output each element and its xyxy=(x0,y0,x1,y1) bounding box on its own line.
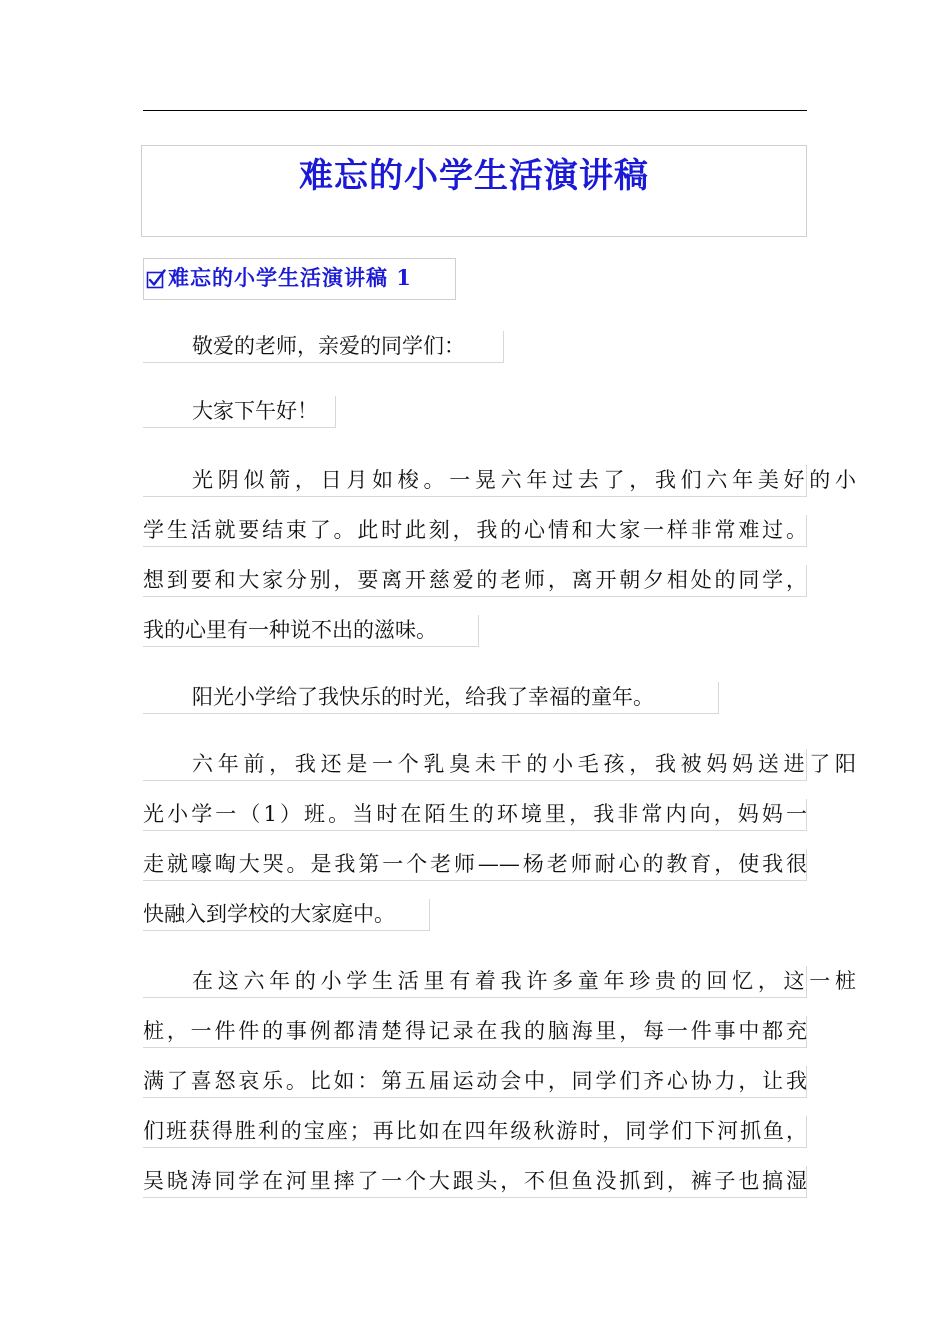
body-line xyxy=(143,1166,807,1198)
body-line-text: 阳光小学给了我快乐的时光，给我了幸福的童年。 xyxy=(192,685,654,709)
body-line-text: 敬爱的老师，亲爱的同学们： xyxy=(192,334,465,358)
body-line-text: 我的心里有一种说不出的滋味。 xyxy=(143,618,437,642)
body-line xyxy=(143,1016,807,1048)
body-line-text: 快融入到学校的大家庭中。 xyxy=(143,902,395,926)
section-heading-box xyxy=(143,258,456,300)
body-line-text: 学生活就要结束了。此时此刻，我的心情和大家一样非常难过。 xyxy=(143,518,807,542)
body-line xyxy=(143,899,395,931)
body-line-text: 走就嚎啕大哭。是我第一个老师——杨老师耐心的教育，使我很 xyxy=(143,852,807,876)
body-line-text: 们班获得胜利的宝座；再比如在四年级秋游时，同学们下河抓鱼， xyxy=(143,1119,807,1143)
body-line-text: 桩，一件件的事例都清楚得记录在我的脑海里，每一件事中都充 xyxy=(143,1019,807,1043)
body-line xyxy=(143,849,807,881)
body-line xyxy=(143,682,654,714)
body-line-text: 光阴似箭，日月如梭。一晃六年过去了，我们六年美好的小 xyxy=(192,468,856,492)
body-line xyxy=(143,799,807,831)
section-heading: 难忘的小学生活演讲稿 1 xyxy=(168,265,412,290)
title-box xyxy=(141,145,807,237)
checkbox-checked-icon xyxy=(146,269,166,289)
body-line xyxy=(143,615,437,647)
body-line xyxy=(143,465,856,497)
top-rule xyxy=(143,110,807,111)
body-line-text: 吴晓涛同学在河里摔了一个大跟头，不但鱼没抓到，裤子也搞湿 xyxy=(143,1169,807,1193)
body-line-text: 光小学一（1）班。当时在陌生的环境里，我非常内向，妈妈一 xyxy=(143,802,807,826)
body-line-text: 在这六年的小学生活里有着我许多童年珍贵的回忆，这一桩 xyxy=(192,969,856,993)
body-line xyxy=(143,565,807,597)
body-line xyxy=(143,1116,807,1148)
body-line xyxy=(143,749,856,781)
document-title: 难忘的小学生活演讲稿 xyxy=(299,156,649,196)
body-line xyxy=(143,515,807,547)
body-line xyxy=(143,966,856,998)
body-line xyxy=(143,1066,807,1098)
body-line xyxy=(143,331,465,363)
body-line-text: 大家下午好！ xyxy=(192,399,318,423)
body-line-text: 六年前，我还是一个乳臭未干的小毛孩，我被妈妈送进了阳 xyxy=(192,752,856,776)
body-line-text: 满了喜怒哀乐。比如：第五届运动会中，同学们齐心协力，让我 xyxy=(143,1069,807,1093)
body-line-text: 想到要和大家分别，要离开慈爱的老师，离开朝夕相处的同学， xyxy=(143,568,807,592)
body-line xyxy=(143,396,318,428)
